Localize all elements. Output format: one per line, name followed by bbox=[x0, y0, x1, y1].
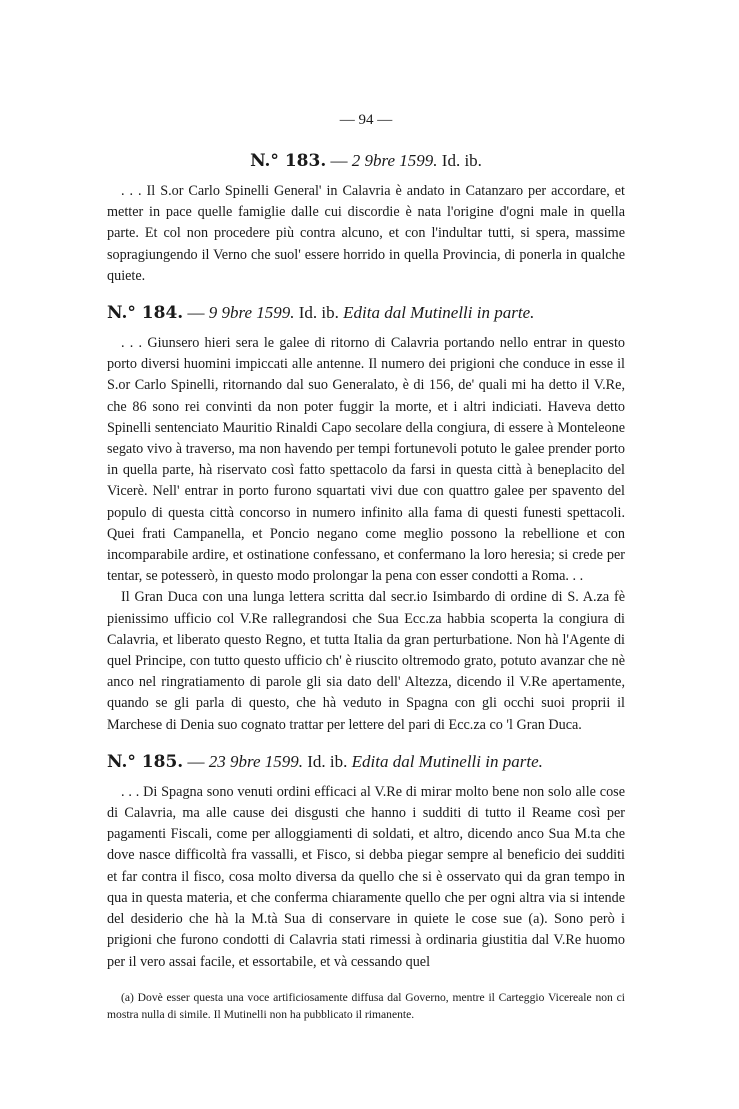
entry-note: Edita dal Mutinelli in parte. bbox=[351, 751, 543, 771]
entry-dash: — bbox=[187, 751, 205, 771]
entry-paragraph: . . . Giunsero hieri sera le galee di ritorno di Calavria portando nello entrar in questo porto diversi huomini impiccati alle antenne. Il numero dei prigioni che conduce in esse il S.or Carlo Spinelli, ritornando dal suo Generalato, è di 156, de' quali mi ha detto il V.Re, che 86 sono rei convinti da non poter fuggir la morte, et i altri indiciati. Haveva detto Spinelli sentenciato Mauritio Rinaldi Capo secolare della congiura, di essere à Monteleone segato vivo à traverso, ma non havendo per tempi fortunevoli potuto le galee prender porto in quella parte, hà riservato così fatto spettacolo da farsi in questa città à beneplacito del Vicerè. Nell' entrar in porto furono squartati vivi due con quattro galee per spavento del populo di questa città concorso in numero infinito alla fama di questi funesti spettacoli. Quei frati Campanella, et Poncio negano come meglio possono la rebellione et con incomparabile ardire, et ostinatione confessano, et confermano la loro heresia; si crede per tentar, se potesserò, in questo modo prolongar la pena con esser condotti a Roma. . . bbox=[107, 335, 625, 585]
entry-source: Id. ib. bbox=[441, 151, 482, 170]
entry-184 bbox=[107, 303, 625, 736]
entry-dash: — bbox=[187, 303, 205, 323]
footnote: (a) Dovè esser questa una voce artificiosamente diffusa dal Governo, mentre il Carteggio Vicereale non ci mostra nulla di simile. Il Mutinelli non ha pubblicato il rimanente. bbox=[107, 990, 625, 1021]
entry-number: N.° 183. bbox=[250, 151, 327, 171]
entry-date: 23 9bre 1599. bbox=[208, 751, 303, 771]
entry-heading bbox=[107, 151, 625, 171]
document-page bbox=[107, 112, 625, 1023]
entry-date: 9 9bre 1599. bbox=[208, 303, 295, 323]
entry-heading bbox=[107, 752, 625, 772]
entry-source: Id. ib. bbox=[307, 751, 348, 771]
entry-paragraph: . . . Il S.or Carlo Spinelli General' in Calavria è andato in Catanzaro per accordare, et metter in pace quelle famiglie dalle cui discordie è nata l'origine d'ogni male in quella parte. Et col non procedere più contra alcuno, et con l'indultar tutti, si spera, massime sopragiungendo il Verno che suol' essere horrido in quella Provincia, di ponerla in qualche quiete. bbox=[107, 183, 625, 284]
entry-paragraph: Il Gran Duca con una lunga lettera scritta dal secr.io Isimbardo di ordine di S. A.za fè pienissimo ufficio col V.Re rallegrandosi che Sua Ecc.za habbia scoperta la congiura di Calavria, et liberato questo Regno, et tutta Italia da gran perturbatione. Non hà l'Agente di quel Principe, con tutto questo ufficio ch' è riuscito oltremodo grato, potuto avanzar che nè anco nel ringratiamento di parole gli sia dato dell' Altezza, dicendo il V.Re apertamente, quando se gli parla di questo, che hà veduto in Spagna con gli occhi suoi proprii il Marchese di Denia suo cognato trattar per lettere del pari di Ecc.za co 'l Gran Duca. bbox=[107, 589, 625, 733]
entry-date: 2 9bre 1599. bbox=[351, 151, 438, 170]
entry-heading bbox=[107, 303, 625, 323]
entry-source: Id. ib. bbox=[298, 303, 339, 323]
entry-183 bbox=[107, 151, 625, 287]
entry-paragraph: . . . Di Spagna sono venuti ordini efficaci al V.Re di mirar molto bene non solo alle cose di Calavria, ma alle cause dei disgusti che hanno i sudditi di tutto il Reame così per pagamenti Fiscali, come per alloggiamenti di soldati, et altro, dicendo anco Sua M.ta che dove nasce difficoltà fra vassalli, et Fisco, si debba piegar sempre al beneficio dei sudditi et far contra il fisco, cosa molto diversa da quello che si è osservato qui da gran tempo in qua in questa materia, et che conferma chiaramente quello che per ogni altra via si intende del desiderio che hà la M.tà Sua di conservare in quiete le cose sue (a). Sono però i prigioni che furono condotti di Calavria stati rimessi à ordinaria giustitia dal V.Re huomo per il vero assai facile, et essortabile, et và cessando quel bbox=[107, 783, 625, 970]
entry-number: N.° 184. bbox=[107, 303, 184, 324]
page-number: — 94 — bbox=[339, 112, 393, 128]
entry-185 bbox=[107, 752, 625, 973]
entry-note: Edita dal Mutinelli in parte. bbox=[343, 303, 535, 323]
entry-number: N.° 185. bbox=[107, 751, 184, 772]
entry-dash: — bbox=[330, 151, 348, 170]
